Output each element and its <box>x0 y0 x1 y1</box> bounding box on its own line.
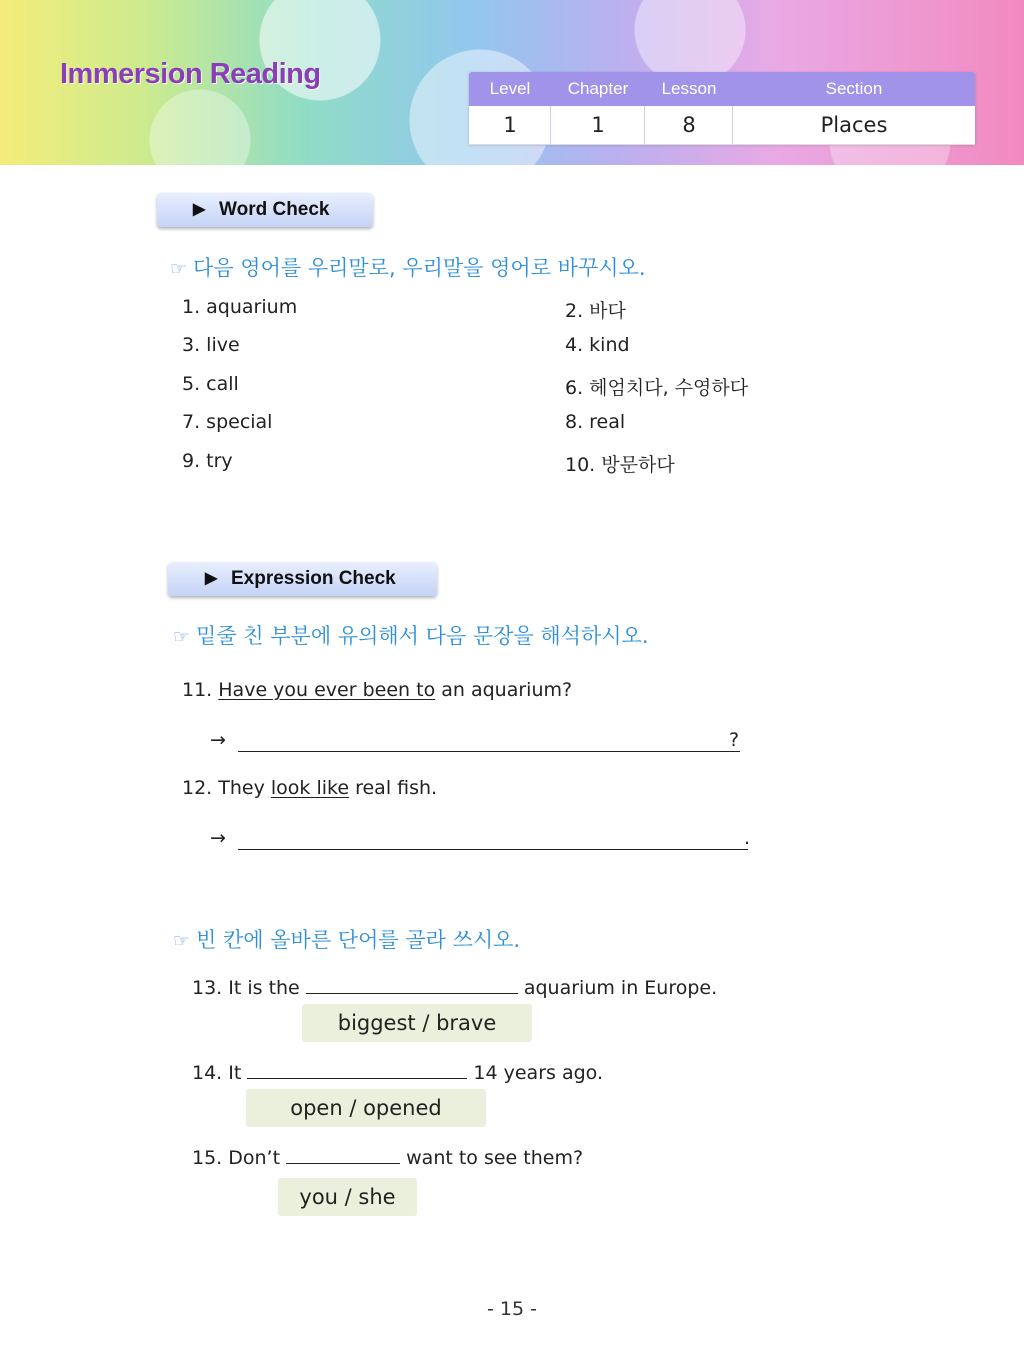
lesson-info-table <box>469 72 975 144</box>
word-item: 8. real <box>565 411 626 433</box>
word-item: 3. live <box>182 334 240 356</box>
word-check-instruction: ☞ 다음 영어를 우리말로, 우리말을 영어로 바꾸시오. <box>170 256 646 280</box>
arrow-icon: → <box>210 729 226 751</box>
info-value-row <box>469 106 975 145</box>
question-14: 14. It 14 years ago. <box>192 1062 603 1084</box>
word-item: 9. try <box>182 450 233 472</box>
word-item: 4. kind <box>565 334 630 356</box>
word-item: 6. 헤엄치다, 수영하다 <box>565 377 749 399</box>
header-banner <box>0 0 1024 165</box>
choice-box-13: biggest / brave <box>302 1004 532 1042</box>
col-lesson: Lesson <box>661 79 717 98</box>
info-header-row <box>469 72 975 106</box>
page-number: - 15 - <box>487 1298 537 1320</box>
choice-box-14: open / opened <box>246 1089 486 1127</box>
question-mark: ? <box>729 729 740 751</box>
answer-blank-13[interactable] <box>306 975 518 994</box>
answer-blank-15[interactable] <box>286 1145 400 1164</box>
period-mark: . <box>744 827 751 849</box>
question-12: 12. They look like real fish. <box>182 777 438 799</box>
pointing-hand-icon: ☞ <box>173 930 191 952</box>
answer-blank-14[interactable] <box>247 1060 467 1079</box>
expression-check-label: ▶ Expression Check <box>168 562 437 596</box>
brand-title: Immersion Reading <box>60 58 321 90</box>
pointing-hand-icon: ☞ <box>170 258 188 280</box>
play-triangle-icon: ▶ <box>193 201 206 218</box>
word-item: 7. special <box>182 411 273 433</box>
col-section: Section <box>825 79 883 98</box>
answer-blank-12[interactable] <box>238 827 751 850</box>
question-11: 11. Have you ever been to an aquarium? <box>182 679 573 701</box>
word-item: 2. 바다 <box>565 300 626 322</box>
val-lesson: 8 <box>682 113 696 137</box>
expression-check-instruction: ☞ 밑줄 친 부분에 유의해서 다음 문장을 해석하시오. <box>173 624 649 648</box>
fill-blank-instruction: ☞ 빈 칸에 올바른 단어를 골라 쓰시오. <box>173 928 521 952</box>
val-section: Places <box>820 113 888 137</box>
question-15: 15. Don’t want to see them? <box>192 1147 584 1169</box>
word-check-label: ▶ Word Check <box>157 193 373 227</box>
col-chapter: Chapter <box>567 79 629 98</box>
word-item: 1. aquarium <box>182 296 298 318</box>
word-item: 10. 방문하다 <box>565 454 675 476</box>
arrow-icon: → <box>210 827 226 849</box>
underlined-phrase: Have you ever been to <box>218 679 436 701</box>
word-item: 5. call <box>182 373 239 395</box>
val-chapter: 1 <box>591 113 605 137</box>
pointing-hand-icon: ☞ <box>173 626 191 648</box>
val-level: 1 <box>503 113 517 137</box>
choice-box-15: you / she <box>278 1178 417 1216</box>
underlined-phrase: look like <box>270 777 350 799</box>
col-level: Level <box>489 79 531 98</box>
play-triangle-icon: ▶ <box>205 570 218 587</box>
answer-blank-11[interactable] <box>238 729 740 752</box>
question-13: 13. It is the aquarium in Europe. <box>192 977 718 999</box>
